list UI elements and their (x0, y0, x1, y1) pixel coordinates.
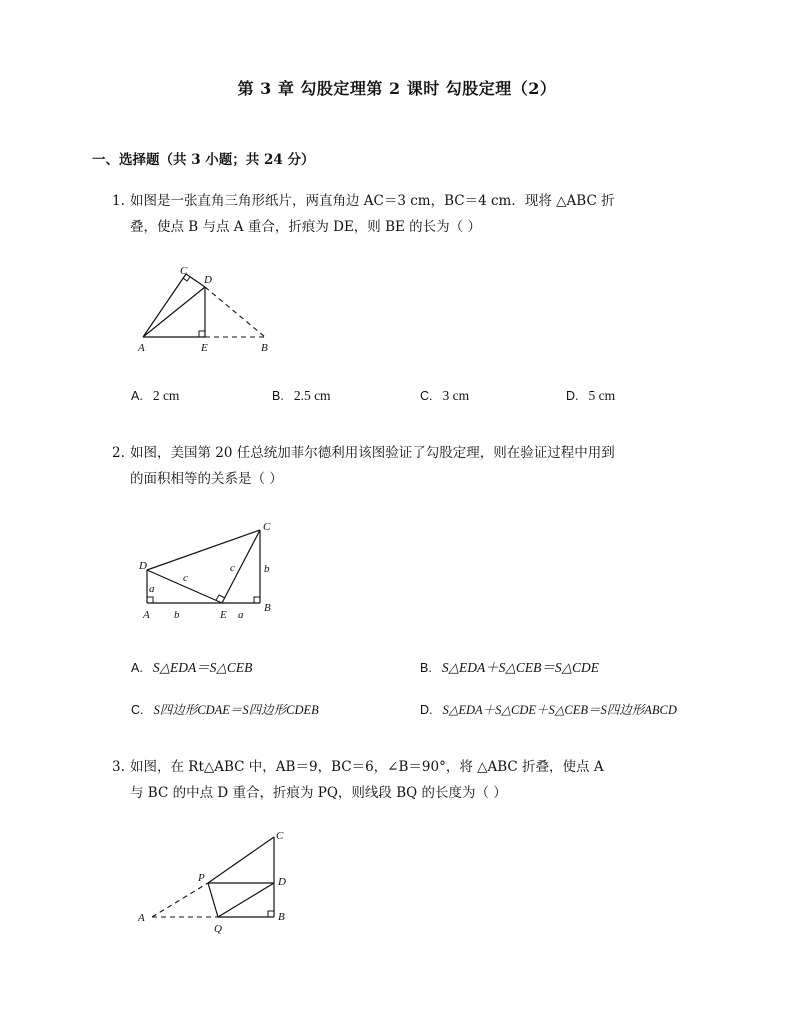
option-letter: D. (566, 389, 579, 403)
option-1D[interactable] (566, 388, 615, 404)
question-text-line1: 如图是一张直角三角形纸片，两直角边 AC＝3 cm，BC＝4 cm．现将 △ABC 折 (130, 193, 615, 209)
label-D: D (278, 876, 286, 888)
label-a-bottom: a (238, 609, 244, 621)
figure-q3 (130, 825, 300, 940)
label-c-de: c (183, 572, 188, 584)
option-letter: A. (131, 389, 143, 403)
label-a-left: a (149, 583, 155, 595)
label-E: E (220, 609, 227, 621)
figure-q1 (130, 262, 290, 357)
label-P: P (198, 872, 205, 884)
label-A: A (138, 912, 145, 924)
question-number: 1. (112, 193, 125, 209)
option-text: 2 cm (152, 388, 180, 403)
figure-q2 (130, 515, 290, 625)
label-Q: Q (214, 923, 222, 935)
option-text: S四边形CDAE＝S四边形CDEB (153, 703, 319, 717)
question-number: 2. (112, 445, 125, 461)
option-text: S△EDA＝S△CEB (152, 660, 253, 675)
label-C: C (180, 265, 188, 277)
page-title: 第 3 章 勾股定理第 2 课时 勾股定理（2） (237, 79, 557, 98)
option-text: 2.5 cm (293, 388, 331, 403)
question-number: 3. (112, 759, 125, 775)
question-text-line2: 与 BC 的中点 D 重合，折痕为 PQ，则线段 BQ 的长度为（ ） (130, 785, 507, 801)
option-2A[interactable] (131, 656, 252, 676)
option-text: S△EDA＋S△CDE＋S△CEB＝S四边形ABCD (442, 703, 677, 717)
label-A: A (138, 342, 145, 354)
label-E: E (201, 342, 208, 354)
option-2B[interactable] (420, 656, 599, 676)
label-C: C (263, 521, 271, 533)
section-heading: 一、选择题（共 3 小题；共 24 分） (92, 152, 315, 168)
label-c-ec: c (230, 562, 235, 574)
option-letter: D. (420, 703, 433, 717)
question-text-line1: 如图，在 Rt△ABC 中，AB＝9，BC＝6，∠B＝90°，将 △ABC 折叠，使点 A (130, 759, 604, 775)
label-B: B (261, 342, 268, 354)
label-B: B (278, 911, 285, 923)
label-b-right: b (264, 563, 270, 575)
option-letter: B. (272, 389, 284, 403)
option-letter: C. (131, 703, 144, 717)
option-text: 5 cm (588, 388, 616, 403)
option-text: S△EDA＋S△CEB＝S△CDE (441, 660, 599, 675)
option-1A[interactable] (131, 388, 179, 404)
label-B: B (264, 602, 271, 614)
label-b-bottom: b (174, 609, 180, 621)
question-text-line2: 叠，使点 B 与点 A 重合，折痕为 DE，则 BE 的长为（ ） (130, 219, 481, 235)
option-1B[interactable] (272, 388, 331, 404)
question-text-line2: 的面积相等的关系是（ ） (130, 471, 283, 487)
option-letter: A. (131, 661, 143, 675)
question-text-line1: 如图，美国第 20 任总统加菲尔德利用该图验证了勾股定理，则在验证过程中用到 (130, 445, 615, 461)
option-letter: B. (420, 661, 432, 675)
label-D: D (204, 274, 212, 286)
label-A: A (143, 609, 150, 621)
label-C: C (276, 830, 284, 842)
option-text: 3 cm (442, 388, 470, 403)
option-2C[interactable] (131, 700, 319, 718)
option-1C[interactable] (420, 388, 469, 404)
option-2D[interactable] (420, 700, 677, 718)
label-D: D (139, 560, 147, 572)
option-letter: C. (420, 389, 433, 403)
